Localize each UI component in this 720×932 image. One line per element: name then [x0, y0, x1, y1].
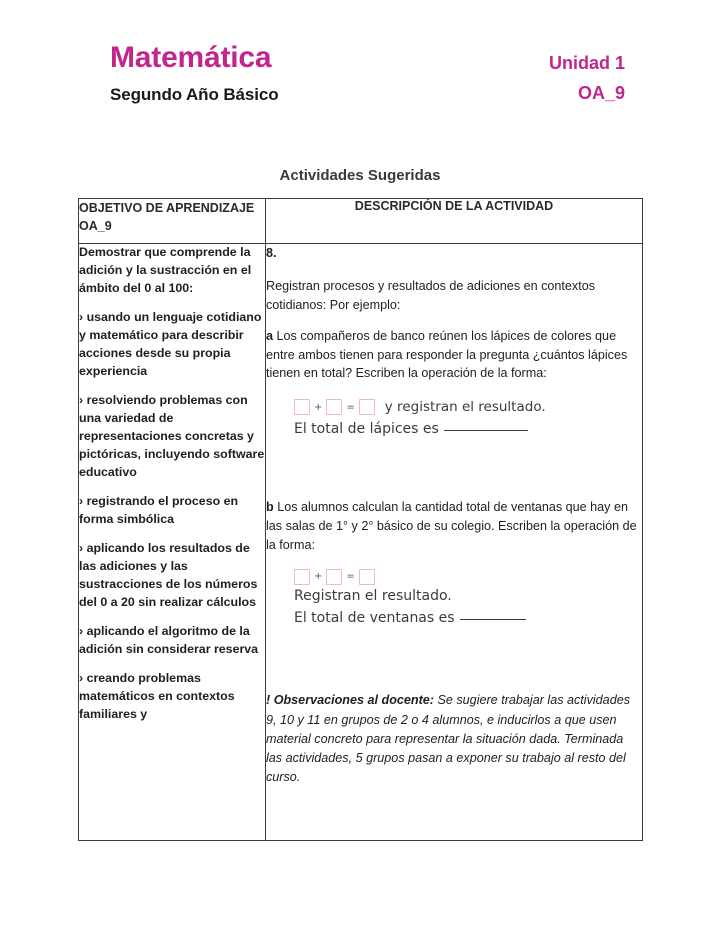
equals-operator-a: =	[346, 401, 355, 413]
equation-block-b	[266, 569, 642, 630]
objective-bullet-2: › registrando el proceso en forma simbólica	[79, 493, 239, 526]
objective-bullet-3: › aplicando los resultados de las adiciones y las sustracciones de los números del 0 a 20 sin realizar cálculos	[79, 540, 258, 609]
equation-a-trailing-text: y registran el resultado.	[384, 399, 546, 416]
result-line-a-label: El total de lápices es	[294, 420, 439, 437]
equals-operator-b: =	[346, 571, 355, 583]
plus-operator-a: +	[314, 401, 323, 413]
table-header-row	[79, 199, 643, 244]
document-header	[0, 0, 720, 130]
item-a-letter: a	[266, 328, 274, 343]
item-b-text: Los alumnos calculan la cantidad total de ventanas que hay en las salas de 1° y 2° básico de su colegio. Escriben la operación de la forma:	[266, 499, 637, 552]
item-b-letter: b	[266, 499, 274, 514]
result-blank-b[interactable]	[460, 619, 526, 620]
table-content-row	[79, 244, 643, 841]
activity-number: 8.	[266, 246, 277, 260]
result-blank-a[interactable]	[444, 430, 528, 431]
observations-text: Se sugiere trabajar las actividades 9, 10 y 11 en grupos de 2 o 4 alumnos, e inducirlos a que usen material concreto para representar la situación dada. Terminada las actividades, 5 grupos pasan a exponer su trabajo al resto del curso.	[266, 693, 630, 784]
answer-box-a-1[interactable]	[294, 399, 310, 415]
observations-title: ! Observaciones al docente:	[266, 693, 434, 708]
equation-block-a	[266, 397, 642, 440]
activities-table	[78, 198, 643, 841]
objective-bullet-4: › aplicando el algoritmo de la adición sin considerar reserva	[79, 623, 259, 656]
answer-box-b-3[interactable]	[359, 569, 375, 585]
activity-item-b	[266, 498, 642, 555]
header-cell-description: DESCRIPCIÓN DE LA ACTIVIDAD	[266, 199, 643, 244]
plus-operator-b: +	[314, 571, 323, 583]
answer-box-a-2[interactable]	[326, 399, 342, 415]
equation-spacer-a	[266, 444, 642, 498]
unit-label: Unidad 1	[548, 53, 625, 73]
activity-intro: Registran procesos y resultados de adiciones en contextos cotidianos: Por ejemplo:	[266, 278, 596, 312]
objective-bullet-5: › creando problemas matemáticos en contextos familiares y	[79, 670, 235, 721]
objective-bullet-1: › resolviendo problemas con una variedad de representaciones concretas y pictóricas, incluyendo software educativo	[79, 392, 265, 479]
objective-bullet-0: › usando un lenguaje cotidiano y matemático para describir acciones desde su propia experiencia	[79, 309, 262, 378]
section-heading: Actividades Sugeridas	[279, 167, 441, 184]
subject-title: Matemática	[110, 41, 272, 74]
description-cell	[266, 244, 643, 841]
item-a-text: Los compañeros de banco reúnen los lápices de colores que entre ambos tienen para responder la pregunta ¿cuántos lápices tienen en total? Escriben la operación de la forma:	[266, 328, 628, 381]
objective-intro: Demostrar que comprende la adición y la sustracción en el ámbito del 0 al 100:	[79, 245, 252, 295]
answer-box-b-1[interactable]	[294, 569, 310, 585]
oa-code-label: OA_9	[577, 83, 625, 103]
activity-item-a	[266, 327, 642, 384]
register-line-b: Registran el resultado.	[294, 587, 452, 604]
result-line-b	[294, 607, 642, 629]
equation-row-b	[294, 569, 642, 585]
objective-cell	[79, 244, 266, 841]
grade-subtitle: Segundo Año Básico	[110, 85, 279, 104]
header-cell-objective: OBJETIVO DE APRENDIZAJE OA_9	[79, 199, 266, 244]
teacher-observations	[266, 691, 642, 787]
equation-spacer-b	[266, 633, 642, 687]
result-line-a	[294, 418, 642, 440]
equation-row-a	[294, 397, 642, 417]
result-line-b-label: El total de ventanas es	[294, 610, 455, 627]
answer-box-b-2[interactable]	[326, 569, 342, 585]
answer-box-a-3[interactable]	[359, 399, 375, 415]
